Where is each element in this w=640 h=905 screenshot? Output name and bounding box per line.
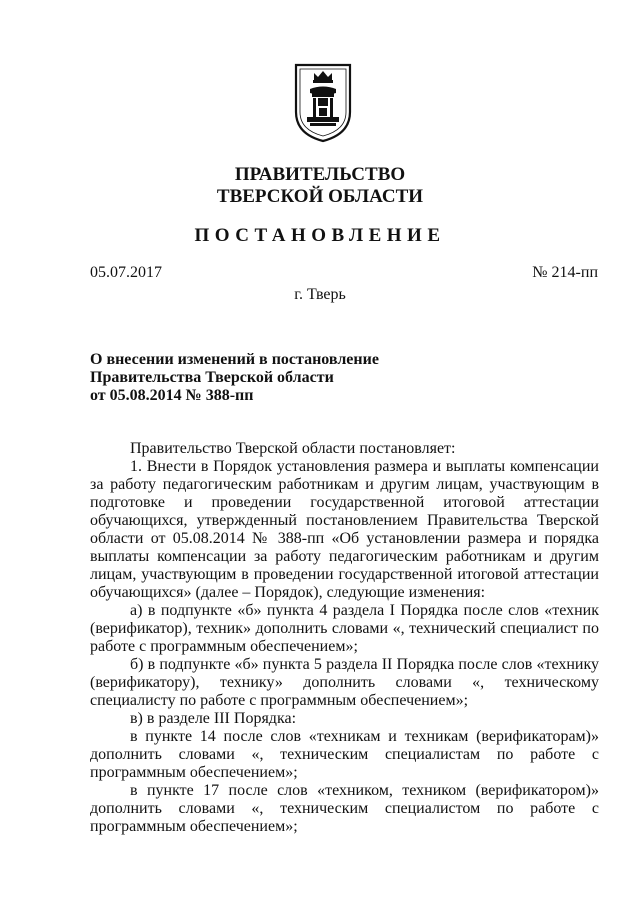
body-paragraph-intro: Правительство Тверской области постановляет:: [130, 440, 456, 457]
coat-of-arms-icon: [292, 62, 354, 144]
document-subject: [90, 351, 490, 405]
subject-line2: Правительства Тверской области: [90, 369, 334, 386]
organization-name-line2: ТВЕРСКОЙ ОБЛАСТИ: [216, 186, 424, 207]
subject-line1: О внесении изменений в постановление: [90, 351, 379, 368]
body-paragraph-a: а) в подпункте «б» пункта 4 раздела I Порядка после слов «техник (верификатор), техник» дополнить словами «, технический специалист по работе с программным обеспечением»;: [90, 602, 599, 655]
document-city: г. Тверь: [294, 286, 346, 303]
organization-name-line1: ПРАВИТЕЛЬСТВО: [234, 164, 406, 185]
document-date: 05.07.2017: [90, 264, 162, 281]
document-number: № 214-пп: [532, 264, 598, 281]
coat-of-arms-emblem: [292, 62, 354, 144]
document-body: [90, 440, 599, 836]
subject-line3: от 05.08.2014 № 388-пп: [90, 387, 254, 404]
body-paragraph-b: б) в подпункте «б» пункта 5 раздела II Порядка после слов «технику (верификатору), технику» дополнить словами «, техническому специалисту по работе с программным обеспечением»;: [90, 656, 599, 709]
body-paragraph-v: в) в разделе III Порядка:: [130, 710, 297, 727]
body-paragraph-1: 1. Внести в Порядок установления размера и выплаты компенсации за работу педагогическим работникам и другим лицам, участвующим в подготовке и проведении государственной итоговой аттестации обучающихся, утвержденный постановлением Правительства Тверской области от 05.08.2014 № 388-пп «Об установлении размера и порядка выплаты компенсации за работу педагогическим работникам и другим лицам, участвующим в проведении государственной итоговой аттестации обучающихся» (далее – Порядок), следующие изменения:: [90, 458, 599, 601]
body-paragraph-p14: в пункте 14 после слов «техникам и техникам (верификаторам)» дополнить словами «, техническим специалистам по работе с программным обеспечением»;: [90, 728, 599, 781]
document-type-title: ПОСТАНОВЛЕНИЕ: [194, 225, 446, 246]
body-paragraph-p17: в пункте 17 после слов «техником, техником (верификатором)» дополнить словами «, техническим специалистом по работе с программным обеспечением»;: [90, 782, 599, 835]
